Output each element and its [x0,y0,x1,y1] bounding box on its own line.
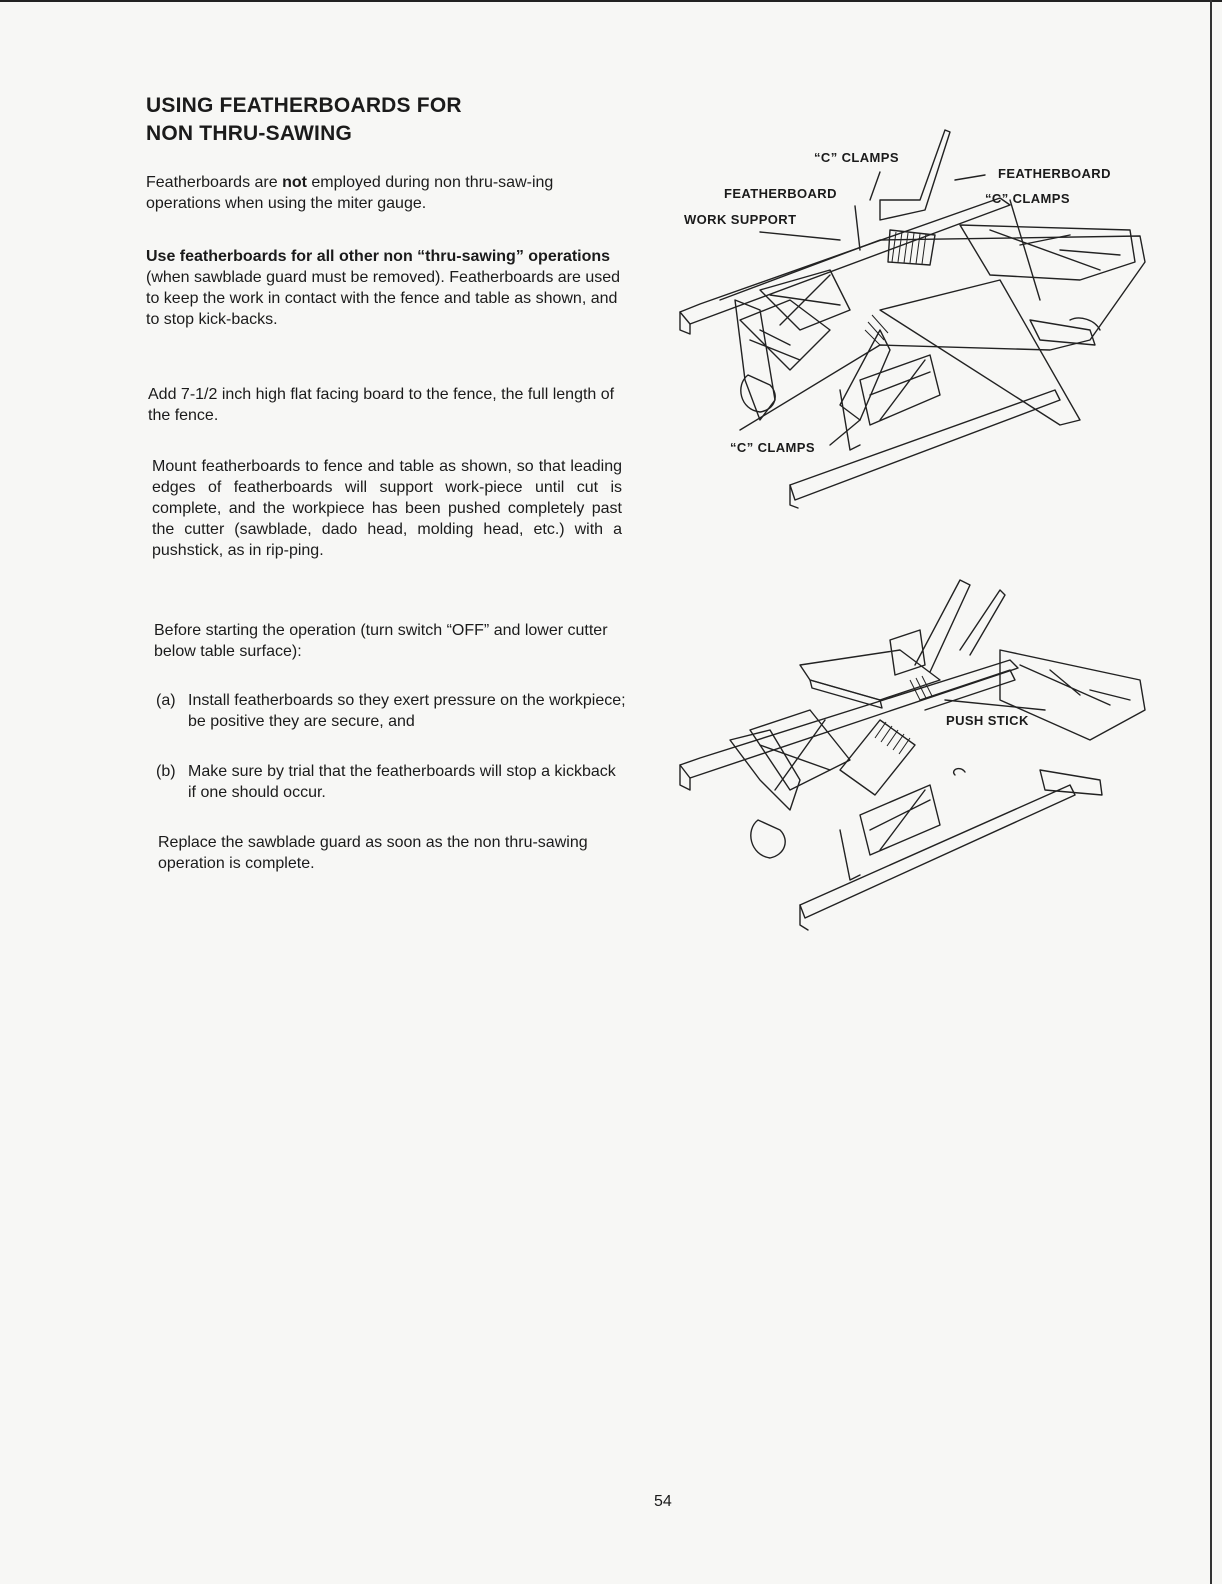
label-c-clamps-right: “C” CLAMPS [985,191,1070,206]
label-featherboard-right: FEATHERBOARD [998,166,1111,181]
label-work-support: WORK SUPPORT [684,212,797,227]
p1-text-start: Featherboards are [146,174,283,191]
p4-text: Mount featherboards to fence and table as shown, so that leading edges of featherboards will support work-piece until cut is complete, and the workpiece has been pushed completely past the cutter (sawblade, dado head, molding head, etc.) with a pushstick, as in rip-ping. [152,458,622,559]
p3-text: Add 7-1/2 inch high flat facing board to the fence, the full length of the fence. [148,386,615,424]
p5-text: Before starting the operation (turn switch “OFF” and lower cutter below table surface): [154,622,608,660]
page-number: 54 [654,1493,672,1510]
label-c-clamps-top: “C” CLAMPS [814,150,899,165]
p6-text: Replace the sawblade guard as soon as the non thru-sawing operation is complete. [158,834,588,872]
p2-text: (when sawblade guard must be removed). Featherboards are used to keep the work in contact with the fence and table as shown, and to stop kick-backs. [146,269,621,328]
heading-line-1: USING FEATHERBOARDS FOR [146,94,462,117]
item-a-text: Install featherboards so they exert pressure on the workpiece; be positive they are secure, and [188,692,626,730]
item-b-marker: (b) [156,763,176,780]
p1-emphasis: not [282,174,307,191]
item-b-text: Make sure by trial that the featherboards will stop a kickback if one should occur. [188,763,616,801]
label-c-clamps-bottom: “C” CLAMPS [730,440,815,455]
p1-text-end: employed during non thru-saw-ing operations when using the miter gauge. [146,174,554,212]
label-featherboard-left: FEATHERBOARD [724,186,837,201]
item-a-marker: (a) [156,692,176,709]
heading-line-2: NON THRU-SAWING [146,122,352,145]
p2-emphasis: Use featherboards for all other non “thru-sawing” operations [146,248,611,265]
label-push-stick: PUSH STICK [946,713,1029,728]
